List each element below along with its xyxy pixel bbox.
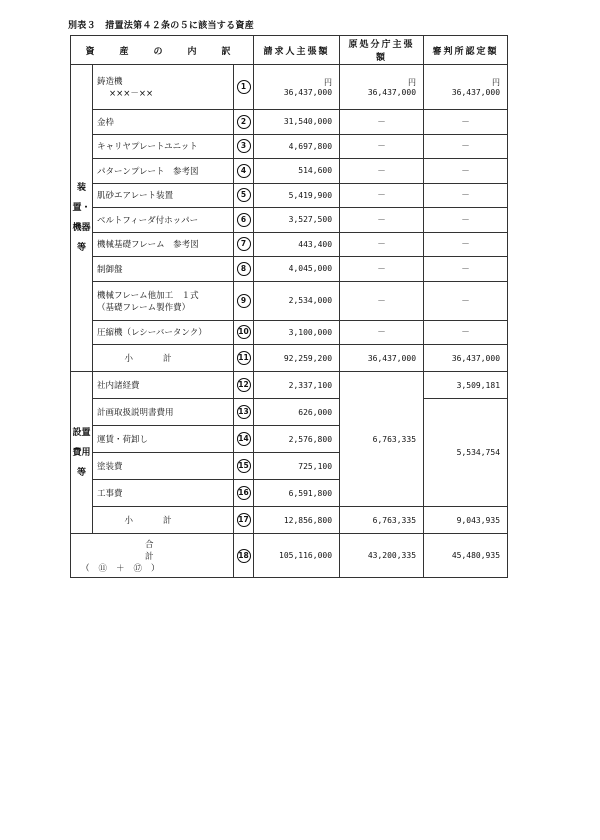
office-value: －: [340, 320, 424, 345]
header-item: 資 産 の 内 訳: [71, 36, 254, 65]
row-number-circle: 7: [237, 237, 251, 251]
tribunal-value: －: [424, 257, 508, 282]
row-number-circle: 17: [237, 513, 251, 527]
asset-table: [70, 35, 508, 578]
table-row: [71, 257, 508, 282]
tribunal-value: 45,480,935: [424, 534, 508, 578]
total-formula: （⑪＋⑰）: [81, 563, 169, 574]
office-value: －: [340, 232, 424, 257]
tribunal-value: 3,509,181: [424, 372, 508, 399]
claimant-value: 36,437,000: [283, 88, 333, 97]
total-label: 合計: [145, 539, 190, 562]
row-number-circle: 3: [237, 139, 251, 153]
row-number: [234, 372, 254, 399]
office-value: －: [340, 110, 424, 135]
row-number-circle: 12: [237, 378, 251, 392]
office-value: 43,200,335: [340, 534, 424, 578]
row-number-circle: 4: [237, 164, 251, 178]
item-name: 圧縮機（レシーバータンク）: [93, 320, 234, 345]
claimant-value: 6,591,800: [254, 480, 340, 507]
row-number-circle: 18: [237, 549, 251, 563]
row-number: [234, 281, 254, 320]
table-row: [71, 208, 508, 233]
tribunal-value: －: [424, 134, 508, 159]
table-row: [71, 232, 508, 257]
item-name: 工事費: [93, 480, 234, 507]
tribunal-cell: [424, 65, 508, 110]
table-row: [71, 65, 508, 110]
tribunal-value: 9,043,935: [424, 507, 508, 534]
table-row: [71, 320, 508, 345]
claimant-value: 2,576,800: [254, 426, 340, 453]
item-name: ベルトフィーダ付ホッパー: [93, 208, 234, 233]
item-name-line1: 機械フレーム他加工 １式: [97, 290, 199, 301]
item-name: 塗装費: [93, 453, 234, 480]
office-value: 36,437,000: [367, 88, 417, 97]
header-claimant: 請求人主張額: [254, 36, 340, 65]
row-number: [234, 134, 254, 159]
row-number: [234, 110, 254, 135]
claimant-value: 12,856,800: [254, 507, 340, 534]
claimant-value: 5,419,900: [254, 183, 340, 208]
group-label-installation: 設置費用等: [71, 372, 93, 534]
item-name: 運賃・荷卸し: [93, 426, 234, 453]
row-number: [234, 399, 254, 426]
office-value: －: [340, 208, 424, 233]
office-cell: [340, 65, 424, 110]
row-number-circle: 14: [237, 432, 251, 446]
row-number-circle: 5: [237, 188, 251, 202]
header-tribunal: 審判所認定額: [424, 36, 508, 65]
row-number: [234, 159, 254, 184]
tribunal-value: 36,437,000: [424, 345, 508, 372]
item-name-line1: 鋳造機: [97, 77, 123, 87]
item-name: 制御盤: [93, 257, 234, 282]
claimant-value: 3,100,000: [254, 320, 340, 345]
claimant-value: 725,100: [254, 453, 340, 480]
page-title: 別表３ 措置法第４２条の５に該当する資産: [68, 21, 255, 31]
subtotal-row: [71, 345, 508, 372]
office-value: －: [340, 134, 424, 159]
item-name: [93, 281, 234, 320]
row-number-circle: 10: [237, 325, 251, 339]
yen-unit: 円: [324, 78, 333, 87]
claimant-value: 626,000: [254, 399, 340, 426]
office-value: －: [340, 159, 424, 184]
item-name: パターンプレート 参考図: [93, 159, 234, 184]
row-number-circle: 13: [237, 405, 251, 419]
row-number: [234, 426, 254, 453]
table-row: [71, 281, 508, 320]
tribunal-value-merged: 5,534,754: [424, 399, 508, 507]
claimant-value: 514,600: [254, 159, 340, 184]
row-number-circle: 6: [237, 213, 251, 227]
row-number-circle: 9: [237, 294, 251, 308]
tribunal-value: －: [424, 183, 508, 208]
row-number-circle: 11: [237, 351, 251, 365]
row-number: [234, 183, 254, 208]
claimant-value: 92,259,200: [254, 345, 340, 372]
row-number-circle: 2: [237, 115, 251, 129]
claimant-value: 4,697,800: [254, 134, 340, 159]
item-name: 肌砂エアレート装置: [93, 183, 234, 208]
table-row: [71, 399, 508, 426]
office-value: 36,437,000: [340, 345, 424, 372]
item-name: 計画取扱説明書費用: [93, 399, 234, 426]
row-number: [234, 257, 254, 282]
yen-unit: 円: [492, 78, 501, 87]
total-label-cell: [71, 534, 234, 578]
item-name: 機械基礎フレーム 参考図: [93, 232, 234, 257]
claimant-value: 443,400: [254, 232, 340, 257]
claimant-value: 4,045,000: [254, 257, 340, 282]
row-number: [234, 320, 254, 345]
table-row: [71, 110, 508, 135]
row-number-circle: 1: [237, 80, 251, 94]
tribunal-value: －: [424, 159, 508, 184]
item-name-line2: （基礎フレーム製作費）: [97, 302, 191, 313]
tribunal-value: －: [424, 208, 508, 233]
item-name: 社内諸経費: [93, 372, 234, 399]
row-number: [234, 208, 254, 233]
tribunal-value: －: [424, 232, 508, 257]
row-number: [234, 345, 254, 372]
row-number: [234, 65, 254, 110]
subtotal-label: 小計: [93, 345, 234, 372]
yen-unit: 円: [408, 78, 417, 87]
claimant-value: 31,540,000: [254, 110, 340, 135]
subtotal-row: [71, 507, 508, 534]
office-value-merged: 6,763,335: [340, 372, 424, 507]
tribunal-value: －: [424, 281, 508, 320]
row-number: [234, 480, 254, 507]
table-row: [71, 183, 508, 208]
subtotal-label: 小計: [93, 507, 234, 534]
table-row: [71, 372, 508, 399]
tribunal-value: －: [424, 320, 508, 345]
claimant-cell: [254, 65, 340, 110]
table-row: [71, 159, 508, 184]
header-office: 原処分庁主張額: [340, 36, 424, 65]
item-name: 金枠: [93, 110, 234, 135]
header-row: [71, 36, 508, 65]
office-value: 6,763,335: [340, 507, 424, 534]
row-number-circle: 15: [237, 459, 251, 473]
claimant-value: 3,527,500: [254, 208, 340, 233]
claimant-value: 2,337,100: [254, 372, 340, 399]
claimant-value: 105,116,000: [254, 534, 340, 578]
row-number: [234, 453, 254, 480]
item-name-line2: ×××－××: [109, 89, 154, 99]
tribunal-value: －: [424, 110, 508, 135]
claimant-value: 2,534,000: [254, 281, 340, 320]
office-value: －: [340, 257, 424, 282]
row-number: [234, 232, 254, 257]
group-label-equipment: 装置・機器等: [71, 65, 93, 372]
office-value: －: [340, 183, 424, 208]
row-number: [234, 507, 254, 534]
item-name: キャリヤプレートユニット: [93, 134, 234, 159]
row-number: [234, 534, 254, 578]
tribunal-value: 36,437,000: [451, 88, 501, 97]
row-number-circle: 16: [237, 486, 251, 500]
office-value: －: [340, 281, 424, 320]
total-row: [71, 534, 508, 578]
row-number-circle: 8: [237, 262, 251, 276]
table-row: [71, 134, 508, 159]
item-name: [93, 65, 234, 110]
